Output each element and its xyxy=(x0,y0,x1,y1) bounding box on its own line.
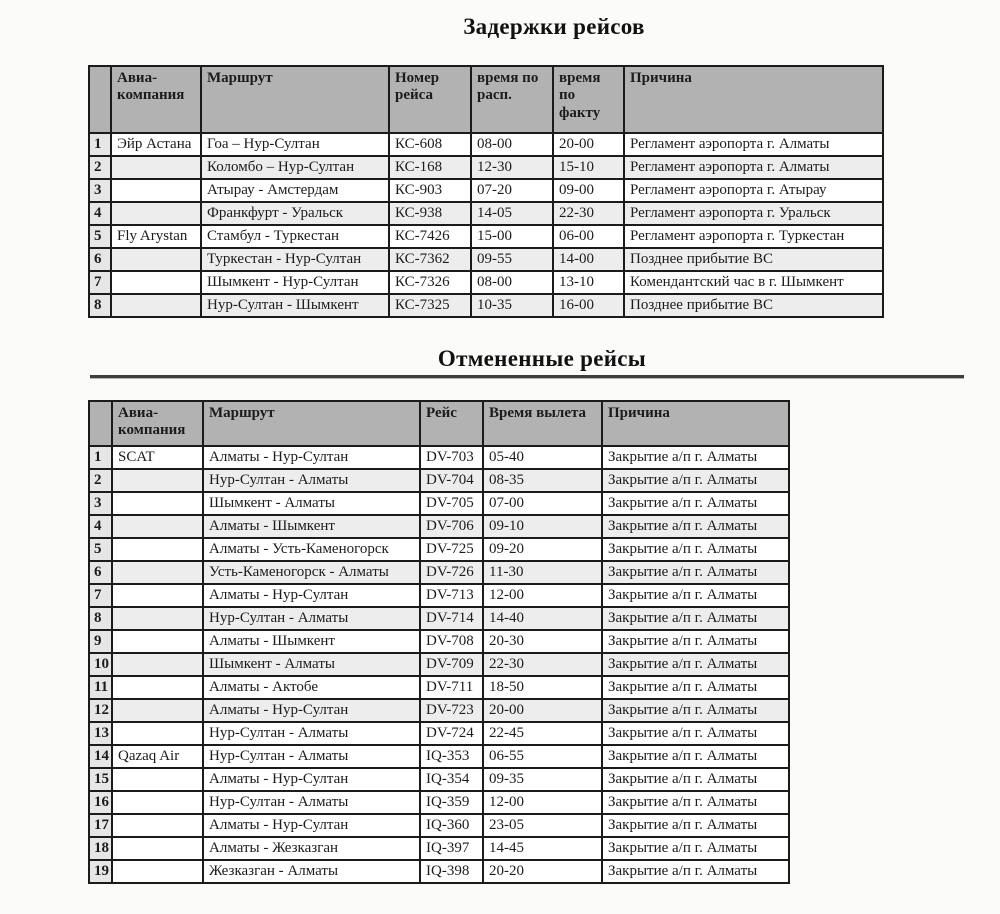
cell-reason: Закрытие а/п г. Алматы xyxy=(602,538,789,561)
cell-reason: Закрытие а/п г. Алматы xyxy=(602,676,789,699)
cell-num: 4 xyxy=(89,515,112,538)
cell-route: Шымкент - Алматы xyxy=(203,492,420,515)
cell-num: 5 xyxy=(89,225,111,248)
cell-num: 8 xyxy=(89,607,112,630)
table-row xyxy=(89,446,789,469)
col-header-reason: Причина xyxy=(624,66,883,133)
cell-reason: Регламент аэропорта г. Туркестан xyxy=(624,225,883,248)
cell-flight: IQ-353 xyxy=(420,745,483,768)
cell-num: 9 xyxy=(89,630,112,653)
cell-airline xyxy=(111,271,201,294)
cell-route: Нур-Султан - Алматы xyxy=(203,722,420,745)
cell-num: 2 xyxy=(89,469,112,492)
cell-scheduled: 12-30 xyxy=(471,156,553,179)
table-row xyxy=(89,561,789,584)
cell-airline xyxy=(111,294,201,317)
delayed-table-body xyxy=(89,133,883,317)
delayed-flights-title: Задержки рейсов xyxy=(463,14,645,39)
cell-airline: Qazaq Air xyxy=(112,745,203,768)
cell-departure: 22-45 xyxy=(483,722,602,745)
cell-flight: DV-724 xyxy=(420,722,483,745)
col-header-airline: Авиа-компания xyxy=(112,401,203,446)
cell-airline xyxy=(112,515,203,538)
cell-num: 3 xyxy=(89,179,111,202)
cell-flight: DV-704 xyxy=(420,469,483,492)
cell-departure: 07-00 xyxy=(483,492,602,515)
cell-reason: Закрытие а/п г. Алматы xyxy=(602,492,789,515)
cell-flight: IQ-354 xyxy=(420,768,483,791)
cell-flight: КС-168 xyxy=(389,156,471,179)
cell-airline xyxy=(112,538,203,561)
cell-scheduled: 07-20 xyxy=(471,179,553,202)
table-row xyxy=(89,653,789,676)
cell-actual: 14-00 xyxy=(553,248,624,271)
cell-route: Алматы - Шымкент xyxy=(203,630,420,653)
cell-reason: Позднее прибытие ВС xyxy=(624,294,883,317)
cell-actual: 13-10 xyxy=(553,271,624,294)
cell-num: 4 xyxy=(89,202,111,225)
cell-flight: DV-725 xyxy=(420,538,483,561)
cell-reason: Закрытие а/п г. Алматы xyxy=(602,630,789,653)
cell-route: Алматы - Шымкент xyxy=(203,515,420,538)
cell-scheduled: 08-00 xyxy=(471,133,553,156)
cell-reason: Закрытие а/п г. Алматы xyxy=(602,837,789,860)
delayed-table-header xyxy=(89,66,883,133)
cell-num: 3 xyxy=(89,492,112,515)
cell-num: 6 xyxy=(89,561,112,584)
cell-flight: DV-726 xyxy=(420,561,483,584)
table-row xyxy=(89,179,883,202)
cell-departure: 20-00 xyxy=(483,699,602,722)
cell-departure: 23-05 xyxy=(483,814,602,837)
cell-route: Нур-Султан - Алматы xyxy=(203,607,420,630)
cancelled-flights-title: Отмененные рейсы xyxy=(437,346,647,371)
cell-scheduled: 15-00 xyxy=(471,225,553,248)
cell-reason: Закрытие а/п г. Алматы xyxy=(602,446,789,469)
cell-departure: 20-30 xyxy=(483,630,602,653)
table-row xyxy=(89,630,789,653)
cell-route: Алматы - Нур-Султан xyxy=(203,584,420,607)
col-header-scheduled-time: время по расп. xyxy=(471,66,553,133)
cell-num: 11 xyxy=(89,676,112,699)
cell-airline xyxy=(112,676,203,699)
cell-reason: Закрытие а/п г. Алматы xyxy=(602,768,789,791)
col-header-row-number xyxy=(89,66,111,133)
cell-route: Туркестан - Нур-Султан xyxy=(201,248,389,271)
cell-route: Нур-Султан - Алматы xyxy=(203,469,420,492)
cell-airline xyxy=(112,768,203,791)
cell-airline xyxy=(112,791,203,814)
cell-route: Нур-Султан - Шымкент xyxy=(201,294,389,317)
table-row xyxy=(89,768,789,791)
cell-route: Нур-Султан - Алматы xyxy=(203,791,420,814)
cell-departure: 14-45 xyxy=(483,837,602,860)
cell-airline xyxy=(111,248,201,271)
cell-route: Алматы - Жезказган xyxy=(203,837,420,860)
cell-airline xyxy=(112,630,203,653)
cell-airline: Эйр Астана xyxy=(111,133,201,156)
cell-flight: IQ-397 xyxy=(420,837,483,860)
col-header-airline: Авиа-компания xyxy=(111,66,201,133)
cell-route: Алматы - Актобе xyxy=(203,676,420,699)
cell-num: 15 xyxy=(89,768,112,791)
cell-departure: 18-50 xyxy=(483,676,602,699)
table-row xyxy=(89,538,789,561)
cell-flight: КС-903 xyxy=(389,179,471,202)
cell-reason: Закрытие а/п г. Алматы xyxy=(602,469,789,492)
cell-airline xyxy=(112,492,203,515)
cell-departure: 09-35 xyxy=(483,768,602,791)
cell-departure: 22-30 xyxy=(483,653,602,676)
cell-departure: 12-00 xyxy=(483,791,602,814)
cell-departure: 12-00 xyxy=(483,584,602,607)
cell-departure: 05-40 xyxy=(483,446,602,469)
header-row xyxy=(89,66,883,133)
cell-flight: DV-709 xyxy=(420,653,483,676)
cell-airline xyxy=(112,607,203,630)
cell-route: Шымкент - Алматы xyxy=(203,653,420,676)
cell-airline: SCAT xyxy=(112,446,203,469)
cell-departure: 20-20 xyxy=(483,860,602,883)
col-header-row-number xyxy=(89,401,112,446)
cell-route: Алматы - Нур-Султан xyxy=(203,814,420,837)
cell-num: 1 xyxy=(89,133,111,156)
table-row xyxy=(89,860,789,883)
cell-scheduled: 10-35 xyxy=(471,294,553,317)
cell-flight: IQ-359 xyxy=(420,791,483,814)
cell-route: Гоа – Нур-Султан xyxy=(201,133,389,156)
table-row xyxy=(89,699,789,722)
cell-reason: Закрытие а/п г. Алматы xyxy=(602,814,789,837)
cell-departure: 09-20 xyxy=(483,538,602,561)
title-underline-rule xyxy=(90,375,964,379)
cell-route: Нур-Султан - Алматы xyxy=(203,745,420,768)
cell-airline xyxy=(112,814,203,837)
cell-route: Жезказган - Алматы xyxy=(203,860,420,883)
cell-route: Усть-Каменогорск - Алматы xyxy=(203,561,420,584)
cell-reason: Регламент аэропорта г. Атырау xyxy=(624,179,883,202)
cell-route: Коломбо – Нур-Султан xyxy=(201,156,389,179)
table-row xyxy=(89,492,789,515)
cell-route: Алматы - Нур-Султан xyxy=(203,699,420,722)
cell-departure: 06-55 xyxy=(483,745,602,768)
cell-flight: IQ-360 xyxy=(420,814,483,837)
cell-airline xyxy=(112,653,203,676)
cell-actual: 09-00 xyxy=(553,179,624,202)
cell-departure: 09-10 xyxy=(483,515,602,538)
cell-flight: DV-714 xyxy=(420,607,483,630)
cell-num: 2 xyxy=(89,156,111,179)
cell-num: 6 xyxy=(89,248,111,271)
cell-airline xyxy=(112,860,203,883)
table-row xyxy=(89,607,789,630)
cell-flight: КС-7326 xyxy=(389,271,471,294)
table-row xyxy=(89,745,789,768)
cell-reason: Закрытие а/п г. Алматы xyxy=(602,515,789,538)
cell-num: 7 xyxy=(89,271,111,294)
cell-reason: Закрытие а/п г. Алматы xyxy=(602,584,789,607)
cell-flight: IQ-398 xyxy=(420,860,483,883)
table-row xyxy=(89,133,883,156)
cell-num: 7 xyxy=(89,584,112,607)
col-header-flight-number: Номер рейса xyxy=(389,66,471,133)
cell-reason: Закрытие а/п г. Алматы xyxy=(602,791,789,814)
delayed-flights-table xyxy=(88,65,884,318)
cell-airline xyxy=(112,584,203,607)
table-row xyxy=(89,814,789,837)
cell-reason: Закрытие а/п г. Алматы xyxy=(602,722,789,745)
cell-departure: 14-40 xyxy=(483,607,602,630)
table-row xyxy=(89,202,883,225)
cell-num: 19 xyxy=(89,860,112,883)
cell-num: 17 xyxy=(89,814,112,837)
cell-airline xyxy=(111,202,201,225)
cell-reason: Закрытие а/п г. Алматы xyxy=(602,653,789,676)
cell-departure: 08-35 xyxy=(483,469,602,492)
col-header-reason: Причина xyxy=(602,401,789,446)
cell-airline xyxy=(112,837,203,860)
cell-airline xyxy=(111,179,201,202)
cell-flight: DV-706 xyxy=(420,515,483,538)
cell-flight: КС-7325 xyxy=(389,294,471,317)
cell-airline xyxy=(111,156,201,179)
cell-route: Алматы - Нур-Султан xyxy=(203,446,420,469)
cell-flight: КС-7362 xyxy=(389,248,471,271)
cell-num: 10 xyxy=(89,653,112,676)
cell-reason: Позднее прибытие ВС xyxy=(624,248,883,271)
cell-flight: КС-7426 xyxy=(389,225,471,248)
cancelled-table-header xyxy=(89,401,789,446)
cell-reason: Комендантский час в г. Шымкент xyxy=(624,271,883,294)
cell-num: 16 xyxy=(89,791,112,814)
cell-reason: Закрытие а/п г. Алматы xyxy=(602,561,789,584)
table-row xyxy=(89,248,883,271)
col-header-route: Маршрут xyxy=(203,401,420,446)
cell-scheduled: 14-05 xyxy=(471,202,553,225)
cell-reason: Закрытие а/п г. Алматы xyxy=(602,607,789,630)
cell-reason: Закрытие а/п г. Алматы xyxy=(602,860,789,883)
cell-airline: Fly Arystan xyxy=(111,225,201,248)
cell-airline xyxy=(112,722,203,745)
cell-route: Атырау - Амстердам xyxy=(201,179,389,202)
cell-reason: Регламент аэропорта г. Алматы xyxy=(624,133,883,156)
cell-departure: 11-30 xyxy=(483,561,602,584)
cell-actual: 06-00 xyxy=(553,225,624,248)
cell-reason: Регламент аэропорта г. Уральск xyxy=(624,202,883,225)
cell-airline xyxy=(112,699,203,722)
table-row xyxy=(89,722,789,745)
cell-num: 5 xyxy=(89,538,112,561)
cell-actual: 22-30 xyxy=(553,202,624,225)
cell-route: Алматы - Усть-Каменогорск xyxy=(203,538,420,561)
cell-num: 12 xyxy=(89,699,112,722)
cell-route: Стамбул - Туркестан xyxy=(201,225,389,248)
header-row xyxy=(89,401,789,446)
table-row xyxy=(89,515,789,538)
col-header-route: Маршрут xyxy=(201,66,389,133)
cell-num: 14 xyxy=(89,745,112,768)
cell-scheduled: 09-55 xyxy=(471,248,553,271)
table-row xyxy=(89,225,883,248)
cell-reason: Регламент аэропорта г. Алматы xyxy=(624,156,883,179)
table-row xyxy=(89,584,789,607)
table-row xyxy=(89,271,883,294)
cell-flight: DV-711 xyxy=(420,676,483,699)
cell-flight: DV-708 xyxy=(420,630,483,653)
cell-actual: 15-10 xyxy=(553,156,624,179)
cell-flight: DV-705 xyxy=(420,492,483,515)
cell-scheduled: 08-00 xyxy=(471,271,553,294)
col-header-departure-time: Время вылета xyxy=(483,401,602,446)
cell-actual: 16-00 xyxy=(553,294,624,317)
table-row xyxy=(89,294,883,317)
table-row xyxy=(89,837,789,860)
cell-reason: Закрытие а/п г. Алматы xyxy=(602,699,789,722)
cell-num: 8 xyxy=(89,294,111,317)
cell-num: 18 xyxy=(89,837,112,860)
cell-flight: КС-608 xyxy=(389,133,471,156)
col-header-actual-time: время по факту xyxy=(553,66,624,133)
table-row xyxy=(89,676,789,699)
cell-route: Шымкент - Нур-Султан xyxy=(201,271,389,294)
cancelled-table-body xyxy=(89,446,789,883)
table-row xyxy=(89,791,789,814)
cell-flight: DV-713 xyxy=(420,584,483,607)
cell-flight: DV-703 xyxy=(420,446,483,469)
table-row xyxy=(89,156,883,179)
cell-num: 1 xyxy=(89,446,112,469)
cell-actual: 20-00 xyxy=(553,133,624,156)
cell-route: Франкфурт - Уральск xyxy=(201,202,389,225)
cancelled-flights-table xyxy=(88,400,790,884)
col-header-flight-number: Рейс xyxy=(420,401,483,446)
cell-flight: DV-723 xyxy=(420,699,483,722)
cell-flight: КС-938 xyxy=(389,202,471,225)
table-row xyxy=(89,469,789,492)
cell-route: Алматы - Нур-Султан xyxy=(203,768,420,791)
cell-num: 13 xyxy=(89,722,112,745)
cell-reason: Закрытие а/п г. Алматы xyxy=(602,745,789,768)
cell-airline xyxy=(112,469,203,492)
cell-airline xyxy=(112,561,203,584)
